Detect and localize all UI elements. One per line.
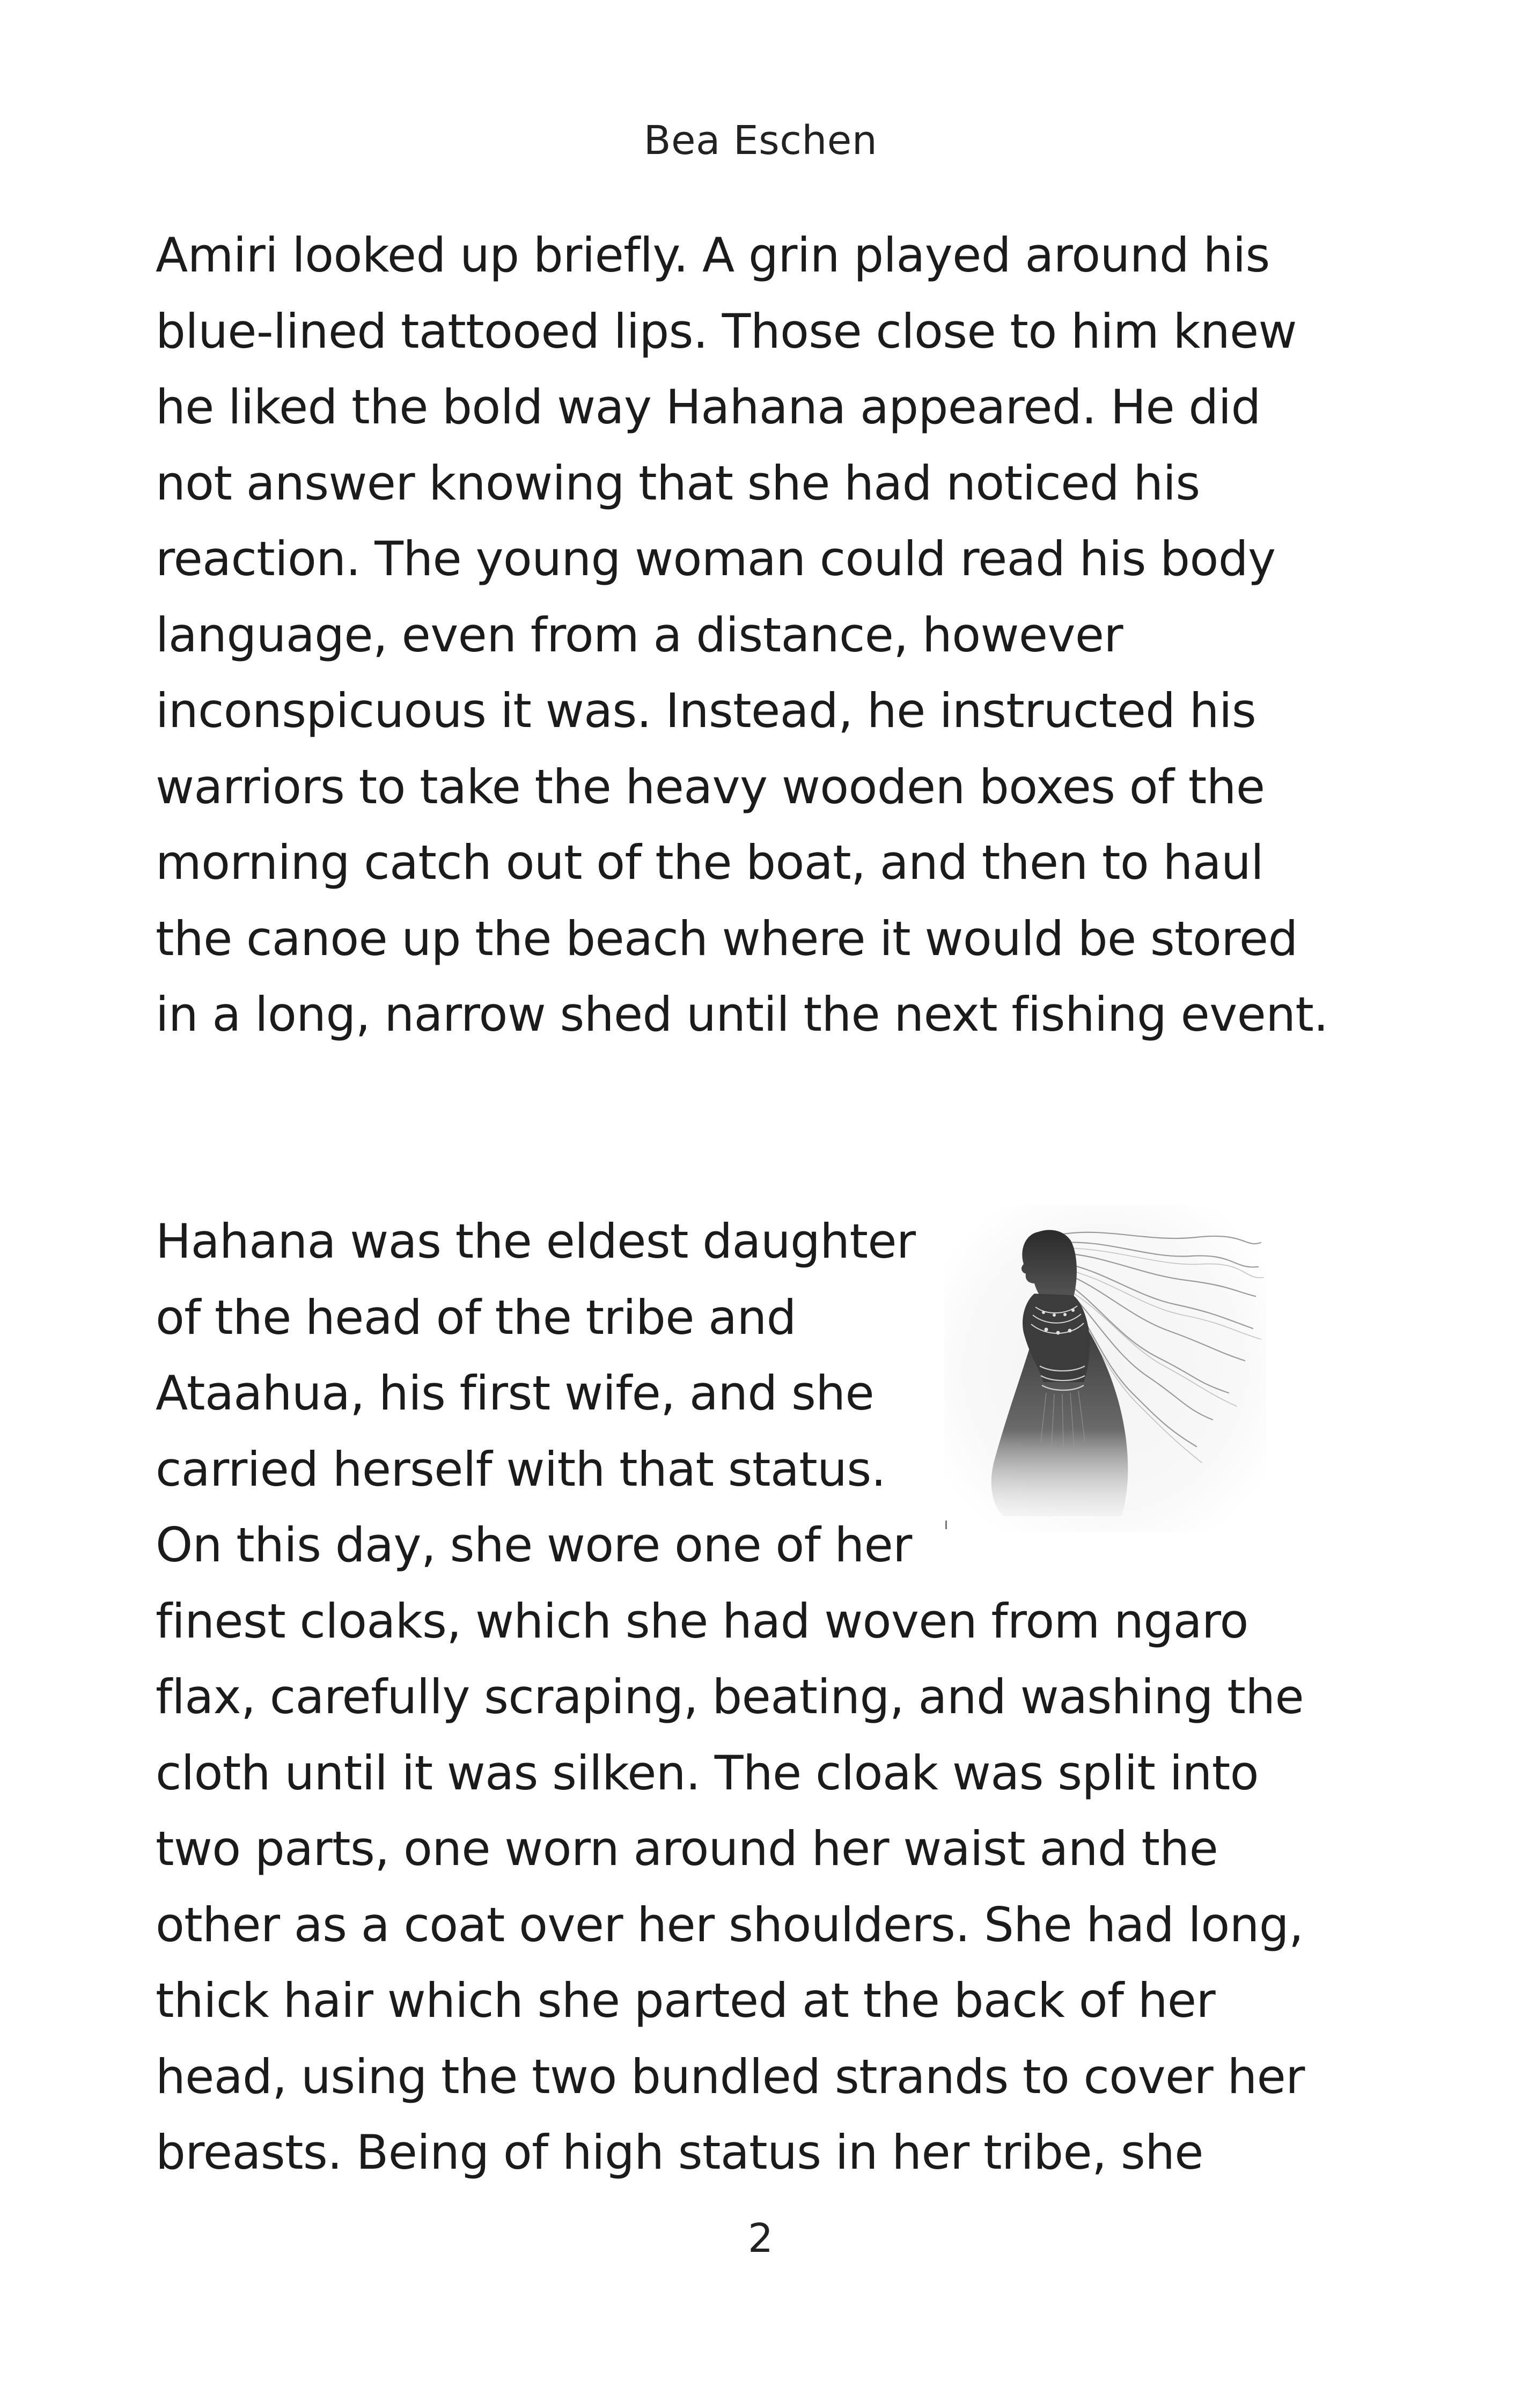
text-line: blue-lined tattooed lips. Those close to him knew — [156, 303, 1297, 359]
text-line: reaction. The young woman could read his body — [156, 531, 1276, 586]
text-line: of the head of the tribe and — [156, 1289, 796, 1345]
text-line: breasts. Being of high status in her tribe, she — [156, 2125, 1203, 2180]
running-header-author: Bea Eschen — [643, 118, 878, 164]
text-line: not answer knowing that she had noticed his — [156, 455, 1200, 511]
text-line: carried herself with that status. — [156, 1441, 886, 1497]
body-paragraph-1 — [156, 217, 1390, 1053]
text-line: language, even from a distance, however — [156, 607, 1123, 663]
text-line: On this day, she wore one of her — [156, 1517, 912, 1573]
text-line: thick hair which she parted at the back of her — [156, 1973, 1216, 2028]
text-line: cloth until it was silken. The cloak was split into — [156, 1745, 1259, 1801]
text-line: Ataahua, his first wife, and she — [156, 1365, 874, 1421]
text-line: the canoe up the beach where it would be stored — [156, 911, 1298, 966]
text-line: in a long, narrow shed until the next fishing event. — [156, 987, 1328, 1042]
text-line: other as a coat over her shoulders. She had long, — [156, 1897, 1304, 1952]
text-line: two parts, one worn around her waist and the — [156, 1821, 1218, 1876]
woman-in-cloak-illustration — [944, 1205, 1266, 1532]
text-line: morning catch out of the boat, and then to haul — [156, 835, 1264, 890]
text-line: Amiri looked up briefly. A grin played around his — [156, 227, 1270, 283]
text-line: warriors to take the heavy wooden boxes of the — [156, 759, 1265, 814]
text-line: inconspicuous it was. Instead, he instructed his — [156, 683, 1257, 738]
text-line: flax, carefully scraping, beating, and washing the — [156, 1669, 1304, 1724]
text-line: he liked the bold way Hahana appeared. He did — [156, 379, 1261, 435]
text-line: head, using the two bundled strands to cover her — [156, 2049, 1305, 2104]
text-line: Hahana was the eldest daughter — [156, 1214, 916, 1269]
page-number: 2 — [747, 2215, 774, 2262]
text-line: finest cloaks, which she had woven from ngaro — [156, 1593, 1248, 1649]
